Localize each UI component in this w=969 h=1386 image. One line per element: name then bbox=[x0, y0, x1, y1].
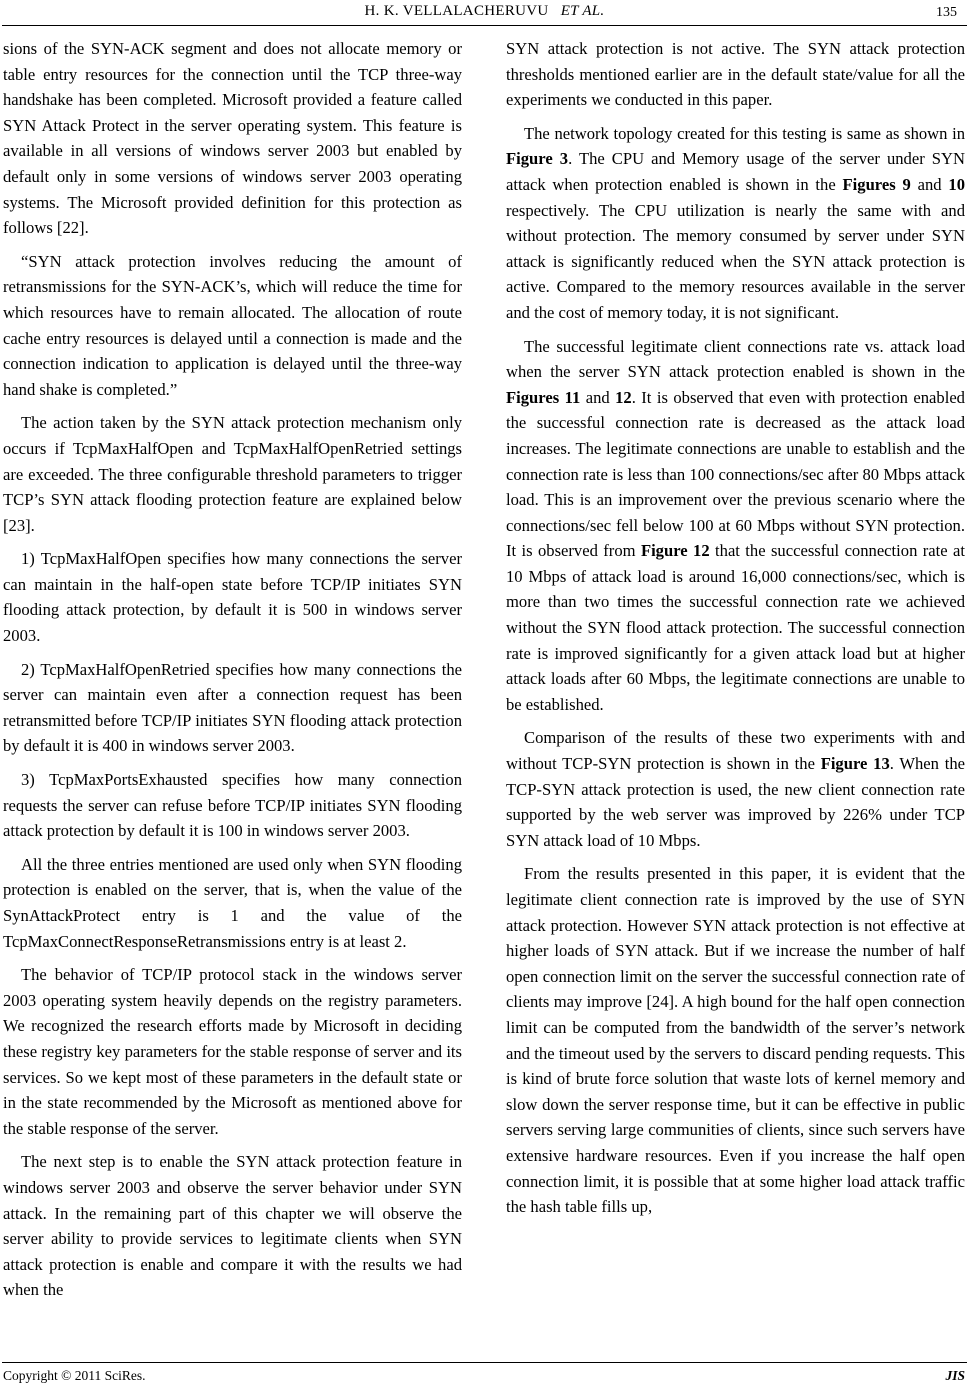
paragraph: SYN attack protection is not active. The SYN attack protection thresholds mentioned earlier are in the default state/value for all the experiments we conducted in this paper. bbox=[506, 39, 965, 110]
text-run: respectively. The CPU utilization is nearly the same with and without protection. The memory consumed by server under SYN attack is significantly reduced when the SYN attack protection is active. Compared to the memory resources available in the server and the cost of memory today, it is not significant. bbox=[506, 200, 965, 322]
paragraph: From the results presented in this paper, it is evident that the legitimate client connection rate is improved by the use of SYN attack protection. However SYN attack protection is not effective at higher loads of SYN attack. But if we increase the number of half open connection limit on the server the successful connection rate of clients may improve [24]. A high bound for the half open connection limit can be computed from the bandwidth of the server’s network and the timeout used by the servers to discard pending requests. This is kind of brute force solution that waste lots of kernel memory and slow down the server response time, but it can be effective in public servers serving large communities of clients, since such servers have extensive hardware resources. Even if you increase the half open connection limit, it is possible that at some higher load attack traffic the hash table fills up, bbox=[506, 864, 965, 1217]
figure-ref: Figure 12 bbox=[640, 541, 710, 561]
text-run: Comparison of the results of these two experiments with and without TCP-SYN protection is shown in the bbox=[506, 728, 965, 774]
text-run: . The CPU and Memory usage of the server under SYN attack when protection enabled is shown in the bbox=[506, 149, 965, 194]
text-run: . It is observed that even with protection enabled the successful connection rate is decreased as the attack load increases. The legitimate connections are unable to establish and the connection rate is less than 100 connections/sec after 80 Mbps attack load. This is an improvement over the previous scenario where the connections/sec fell below 100 at 60 Mbps without SYN protection. It is observed from bbox=[506, 387, 965, 561]
paragraph bbox=[506, 121, 965, 326]
paragraph: The action taken by the SYN attack protection mechanism only occurs if TcpMaxHalfOpen and TcpMaxHalfOpenRetried settings are exceeded. The three configurable threshold parameters to trigger TCP’s SYN attack flooding protection feature are explained below [23]. bbox=[3, 413, 462, 535]
footer-rule bbox=[2, 1362, 967, 1363]
paragraph bbox=[506, 334, 965, 718]
paragraph: The next step is to enable the SYN attack protection feature in windows server 2003 and observe the server behavior under SYN attack. In the remaining part of this chapter we will observe the server ability to provide services to legitimate clients when SYN attack protection is enable and compare it with the results we had when the bbox=[3, 1152, 462, 1300]
left-column bbox=[3, 36, 462, 1311]
figure-ref: Figure 13 bbox=[820, 754, 890, 774]
footer-journal: JIS bbox=[945, 1368, 965, 1383]
text-run: The successful legitimate client connections rate vs. attack load when the server SYN attack protection enabled is shown in the bbox=[506, 336, 965, 382]
paragraph: 1) TcpMaxHalfOpen specifies how many connections the server can maintain in the half-open state before TCP/IP initiates SYN flooding attack protection, by default it is 500 in windows server 2003. bbox=[3, 549, 462, 646]
header-author: H. K. VELLALACHERUVU bbox=[364, 3, 549, 19]
text-run: . When the TCP-SYN attack protection is used, the new client connection rate supported by the web server was improved by 226% under TCP SYN attack load of 10 Mbps. bbox=[506, 754, 965, 850]
header-rule bbox=[2, 25, 967, 26]
paragraph: The behavior of TCP/IP protocol stack in the windows server 2003 operating system heavily depends on the registry parameters. We recognized the research efforts made by Microsoft in deciding these registry key parameters for the stable response of server and its services. So we kept most of these parameters in the default state or in the state recommended by the Microsoft as mentioned above for the stable response of the server. bbox=[3, 965, 462, 1138]
figure-ref: 12 bbox=[615, 387, 632, 407]
paragraph: All the three entries mentioned are used only when SYN flooding protection is enabled on the server, that is, when the value of the SynAttackProtect entry is 1 and the value of the TcpMaxConnectResponseRetransmissions entry is at least 2. bbox=[3, 854, 462, 951]
text-run: and bbox=[910, 174, 949, 194]
right-column bbox=[506, 36, 965, 1228]
paragraph: 2) TcpMaxHalfOpenRetried specifies how many connections the server can maintain even after a connection request has been retransmitted before TCP/IP initiates SYN flooding attack protection by default it is 400 in windows server 2003. bbox=[3, 659, 462, 756]
paragraph: “SYN attack protection involves reducing the amount of retransmissions for the SYN-ACK’s, which will reduce the time for which resources have to remain allocated. The allocation of route cache entry resources is delayed until a connection is made and the connection indication to application is delayed until the three-way hand shake is completed.” bbox=[3, 251, 462, 399]
figure-ref: Figure 3 bbox=[506, 149, 569, 169]
figure-ref: Figures 11 bbox=[506, 387, 581, 407]
text-run: The network topology created for this testing is same as shown in bbox=[524, 123, 965, 143]
figure-ref: 10 bbox=[948, 174, 965, 194]
paragraph: 3) TcpMaxPortsExhausted specifies how many connection requests the server can refuse before TCP/IP initiates SYN flooding attack protection by default it is 100 in windows server 2003. bbox=[3, 770, 462, 841]
paragraph bbox=[506, 725, 965, 853]
footer-copyright: Copyright © 2011 SciRes. bbox=[3, 1368, 146, 1383]
text-run: that the successful connection rate at 10 Mbps of attack load is around 16,000 connections/sec, which is more than two times the successful connection rate we achieved without the SYN flood attack protection. The successful connection rate is improved significantly for a given attack load but at higher attack loads after 60 Mbps, the legitimate connections are unable to be established. bbox=[506, 541, 965, 714]
page-number: 135 bbox=[936, 5, 957, 20]
text-run: and bbox=[580, 387, 616, 407]
paragraph: sions of the SYN-ACK segment and does not allocate memory or table entry resources for the connection until the TCP three-way handshake has been completed. Microsoft provided a feature called SYN Attack Protect in the server operating system. This feature is available in all versions of windows server 2003 but enabled by default only in some versions of windows server 2003 operating systems. The Microsoft provided definition for this protection as follows [22]. bbox=[3, 39, 462, 238]
figure-ref: Figures 9 bbox=[842, 174, 911, 194]
header-etal: ET AL. bbox=[560, 3, 605, 19]
running-header bbox=[0, 3, 969, 20]
